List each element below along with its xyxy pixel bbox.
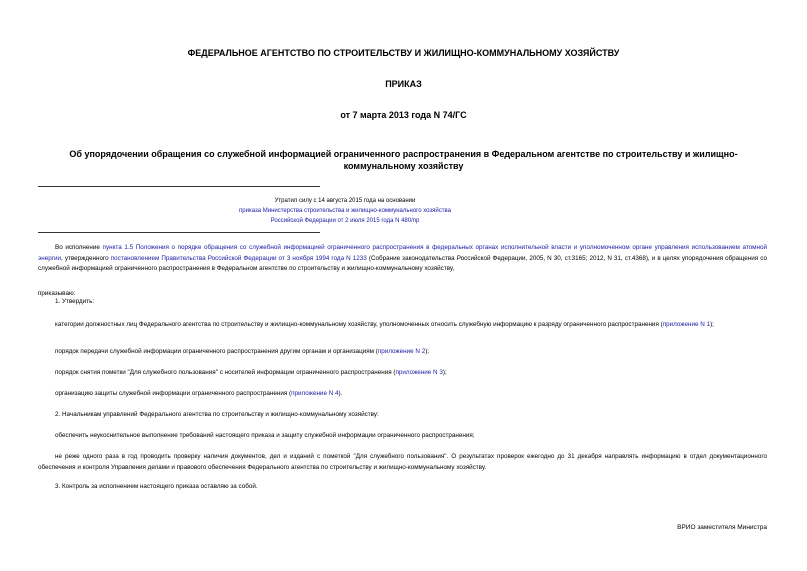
appendix-4-link[interactable]: приложение N 4 xyxy=(291,390,339,397)
appendix-3-item: порядок снятия пометки "Для служебного пользования" с носителей информации ограниченного распространения (приложение N 3); xyxy=(55,369,447,376)
appendix-3-link[interactable]: приложение N 3 xyxy=(395,369,443,376)
repeal-order-link[interactable]: приказа Министерства строительства и жилищно-коммунального хозяйства xyxy=(239,208,451,214)
appendix-2-item: порядок передачи служебной информации ограниченного распространения другим органам и организациям (приложение N 2); xyxy=(55,348,430,355)
appendix-1-link[interactable]: приложение N 1 xyxy=(662,321,711,328)
document-date-number: от 7 марта 2013 года N 74/ГС xyxy=(340,110,467,120)
divider-bottom xyxy=(38,232,320,233)
appendix-2-link[interactable]: приложение N 2 xyxy=(377,348,426,355)
item-3: 3. Контроль за исполнением настоящего приказа оставляю за собой. xyxy=(55,483,258,490)
status-note: Утратил силу с 14 августа 2015 года на основании xyxy=(274,198,416,204)
appendix-1-item: категории должностных лиц Федерального агентства по строительству и жилищно-коммунальному хозяйству, уполномоченных относить служебную информацию к разряду ограниченного распространения (приложение N 1); xyxy=(55,321,714,328)
signature-title: ВРИО заместителя Министра xyxy=(677,524,767,531)
item-2: 2. Начальникам управлений Федерального агентства по строительству и жилищно-коммунальному хозяйству: xyxy=(55,411,379,418)
ensure-paragraph: обеспечить неукоснительное выполнение требований настоящего приказа и защиту служебной информации ограниченного распространения; xyxy=(55,432,475,439)
item-1: 1. Утвердить: xyxy=(55,298,95,305)
divider-top xyxy=(38,186,320,187)
document-type: ПРИКАЗ xyxy=(385,79,422,89)
intro-paragraph: Во исполнение пункта 1.5 Положения о порядке обращения со служебной информацией ограниченного распространения в федеральных органах исполнительной власти и уполномоченном органе управления использованием атомной энергии, утвержденного постановлением Правительства Российской Федерации от 3 ноября 1994 года N 1233 (Собрание законодательства Российской Федерации, 2005, N 30, ст.3165; 2012, N 31, ст.4368), и в целях упорядочения обращения со служебной информацией ограниченного распространения в Федеральном агентстве по строительству и жилищно-коммунальному хозяйству, xyxy=(38,244,768,272)
appendix-4-item: организацию защиты служебной информации ограниченного распространения (приложение N 4). xyxy=(55,390,343,397)
agency-heading: ФЕДЕРАЛЬНОЕ АГЕНТСТВО ПО СТРОИТЕЛЬСТВУ И ЖИЛИЩНО-КОММУНАЛЬНОМУ ХОЗЯЙСТВУ xyxy=(187,48,620,58)
government-decree-link[interactable]: постановлением Правительства Российской Федерации от 3 ноября 1994 года N 1233 xyxy=(110,254,367,262)
document-title: Об упорядочении обращения со служебной информацией ограниченного распространения в Федеральном агентстве по строительству и жилищно-коммунальному хозяйству xyxy=(69,149,738,171)
check-paragraph: не реже одного раза в год проводить проверку наличия документов, дел и изданий с пометкой "Для служебного пользования". О результатах проверок ежегодно до 31 декабря направлять информацию в отдел документационного обеспечения и контроля Управления делами и правового обеспечения Федерального агентства по строительству и жилищно-коммунальному хозяйству. xyxy=(38,453,767,471)
regulation-link[interactable]: пункта 1.5 Положения о порядке обращения со служебной информацией ограниченного распространения в федеральных органах исполнительной власти и уполномоченном органе управления использованием атомной энергии xyxy=(38,244,768,262)
repeal-order-link-2[interactable]: Российской Федерации от 2 июля 2015 года N 480/пр xyxy=(270,218,420,224)
order-word: приказываю: xyxy=(38,290,76,297)
